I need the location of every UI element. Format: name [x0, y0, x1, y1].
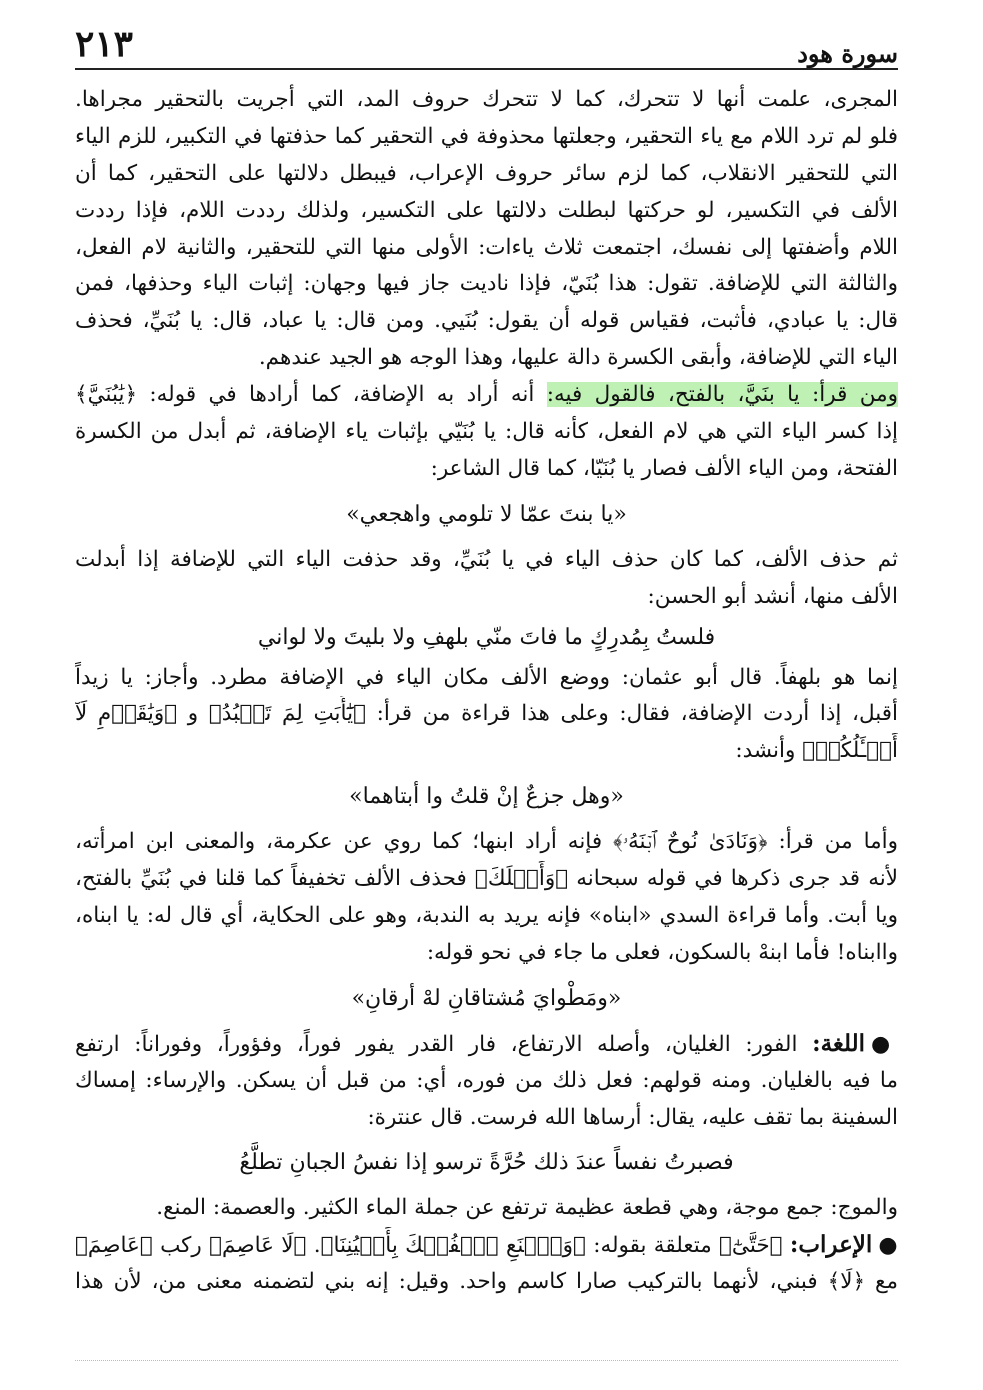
- text-line: ثم حذف الألف، كما كان حذف الياء في يا بُنَيِّ، وقد حذفت الياء التي للإضافة إذا أبدلت: [75, 546, 898, 572]
- bullet-icon: ●: [878, 1233, 898, 1259]
- highlighted-text: ومن قرأ: يا بنَيَّ، بالفتح، فالقول فيه:: [546, 382, 898, 408]
- highlighted-line: [75, 377, 898, 414]
- text-fragment: أنه أراد به الإضافة، كما أرادها في قوله: ﴿يَٰبُنَيَّ﴾: [75, 382, 535, 408]
- text-line: لأنه قد جرى ذكرها في قوله سبحانه ﴿وَأَهۡلَكَ﴾ فحذف الألف تخفيفاً كما قلنا في بُنَيِّ بالفتح،: [75, 866, 898, 892]
- text-line: الألف منها، أنشد أبو الحسن:: [647, 583, 898, 609]
- text-line: والموج: جمع موجة، وهي قطعة عظيمة ترتفع عن جملة الماء الكثير. والعصمة: المنع.: [156, 1195, 898, 1221]
- bullet-icon: ●: [871, 1031, 898, 1057]
- footer-divider: [75, 1360, 898, 1361]
- surah-title: سورة هود: [797, 39, 898, 68]
- section-label-lugha: اللغة:: [812, 1029, 866, 1057]
- verse-line: فصبرتُ نفساً عندَ ذلك حُرَّةً ترسو إذا نفسُ الجبانِ تطلَّعُ: [239, 1150, 734, 1176]
- text-line: إنما هو بلهفاً. قال أبو عثمان: ووضع الألف مكان الياء في الإضافة مطرد. وأجاز: يا زيداً: [75, 664, 898, 690]
- page-number: ٢١٣: [75, 23, 134, 65]
- text-line: اللام وأضفتها إلى نفسك، اجتمعت ثلاث ياءات: الأولى منها التي للتحقير، والثانية لام الفعل،: [75, 234, 898, 260]
- text-line: الفتحة، ومن الياء الألف فصار يا بُنَيّا، كما قال الشاعر:: [430, 455, 898, 481]
- text-line: التي للتحقير الانقلاب، كما لزم سائر حروف الإعراب، فيبطل دلالتها على التحقير، كما أن: [75, 160, 898, 186]
- verse-line: «ومَطْوايَ مُشتاقانِ لهْ أرقانِ»: [351, 985, 622, 1011]
- verse-line: «يا بنتَ عمّا لا تلومي واهجعي»: [346, 501, 627, 527]
- text-line: فلو لم ترد اللام مع ياء التحقير، وجعلتها محذوفة في التحقير كما حذفتها في التكبير، للزم الياء: [75, 123, 898, 149]
- text-line: أَسۡـَٔلُكُمۡ﴾ وأنشد:: [735, 738, 898, 764]
- text-line: ما فيه بالغليان. ومنه قولهم: فعل ذلك من فوره، أي: من قبل أن يسكن. والإرساء: إمساك: [75, 1067, 898, 1093]
- verse-line: فلستُ بِمُدرِكٍ ما فاتَ منّي بلهفِ ولا بليتَ ولا لواني: [257, 624, 716, 650]
- verse-line: «وهل جزعٌ إنْ قلتُ وا أبتاهما»: [349, 784, 624, 810]
- lugha-line: [75, 1026, 898, 1063]
- irab-line: [75, 1227, 898, 1264]
- text-fragment: ﴿حَتَّىٰٓ﴾ متعلقة بقوله: ﴿وَٱصۡنَعِ ٱلۡفُلۡكَ بِأَعۡيُنِنَا﴾. ﴿لَا عَاصِمَ﴾ ركب ﴿عَاصِمَ﴾: [75, 1233, 783, 1259]
- page-header: [75, 18, 898, 68]
- text-line: الياء التي للإضافة، وأبقى الكسرة دالة عليها، وهذا الوجه هو الجيد عندهم.: [258, 345, 898, 371]
- text-line: واابناه! فأما ابنهْ بالسكون، فعلى ما جاء في نحو قوله:: [426, 939, 898, 965]
- text-line: وأما من قرأ: ﴿وَنَادَىٰ نُوحٌ ٱبۡنَهُۥ﴾ فإنه أراد ابنها؛ كما روي عن عكرمة، والمعنى ابن امرأته،: [75, 829, 898, 855]
- header-divider: [75, 68, 898, 70]
- text-line: مع ﴿لَا﴾ فبني، لأنهما بالتركيب صارا كاسم واحد. وقيل: إنه بني لتضمنه معنى من، لأن هذا: [75, 1269, 898, 1295]
- text-fragment: الفور: الغليان، وأصله الارتفاع، فار القدر يفور فوراً، وفؤوراً، وفوراناً: ارتفع: [75, 1031, 798, 1057]
- text-line: قال: يا عبادي، فأثبت، فقياس قوله أن يقول: بُنَيي. ومن قال: يا عباد، قال: يا بُنَيِّ، فحذف: [75, 308, 898, 334]
- text-line: والثالثة التي للإضافة. تقول: هذا بُنَيّ، فإذا ناديت جاز فيها وجهان: إثبات الياء وحذفها، فمن: [75, 271, 898, 297]
- text-line: الألف في التكسير، لو حركتها لبطلت دلالتها على التكسير، ولذلك رددت اللام، فإذا رددت: [75, 197, 898, 223]
- page-body: [75, 82, 898, 1301]
- text-line: ويا أبت. وأما قراءة السدي «ابناه» فإنه يريد به الندبة، وهو على الحكاية، أي قال له: يا ابناه،: [75, 903, 898, 929]
- text-line: إذا كسر الياء التي هي لام الفعل، كأنه قال: يا بُنَيّي بإثبات ياء الإضافة، ثم أبدل من الكسرة: [75, 419, 898, 445]
- text-line: السفينة بما تقف عليه، يقال: أرساها الله فرست. قال عنترة:: [367, 1104, 898, 1130]
- text-line: أقبل، إذا أردت الإضافة، فقال: وعلى هذا قراءة من قرأ: ﴿يَٰٓأَبَتِ لِمَ تَعۡبُدُ﴾ و ﴿وَيَٰقَوۡمِ لَآ: [75, 701, 898, 727]
- section-label-irab: الإعراب:: [789, 1231, 873, 1259]
- text-line: المجرى، علمت أنها لا تتحرك، كما لا تتحرك حروف المد، التي أجريت بالتحقير مجراها.: [75, 87, 898, 112]
